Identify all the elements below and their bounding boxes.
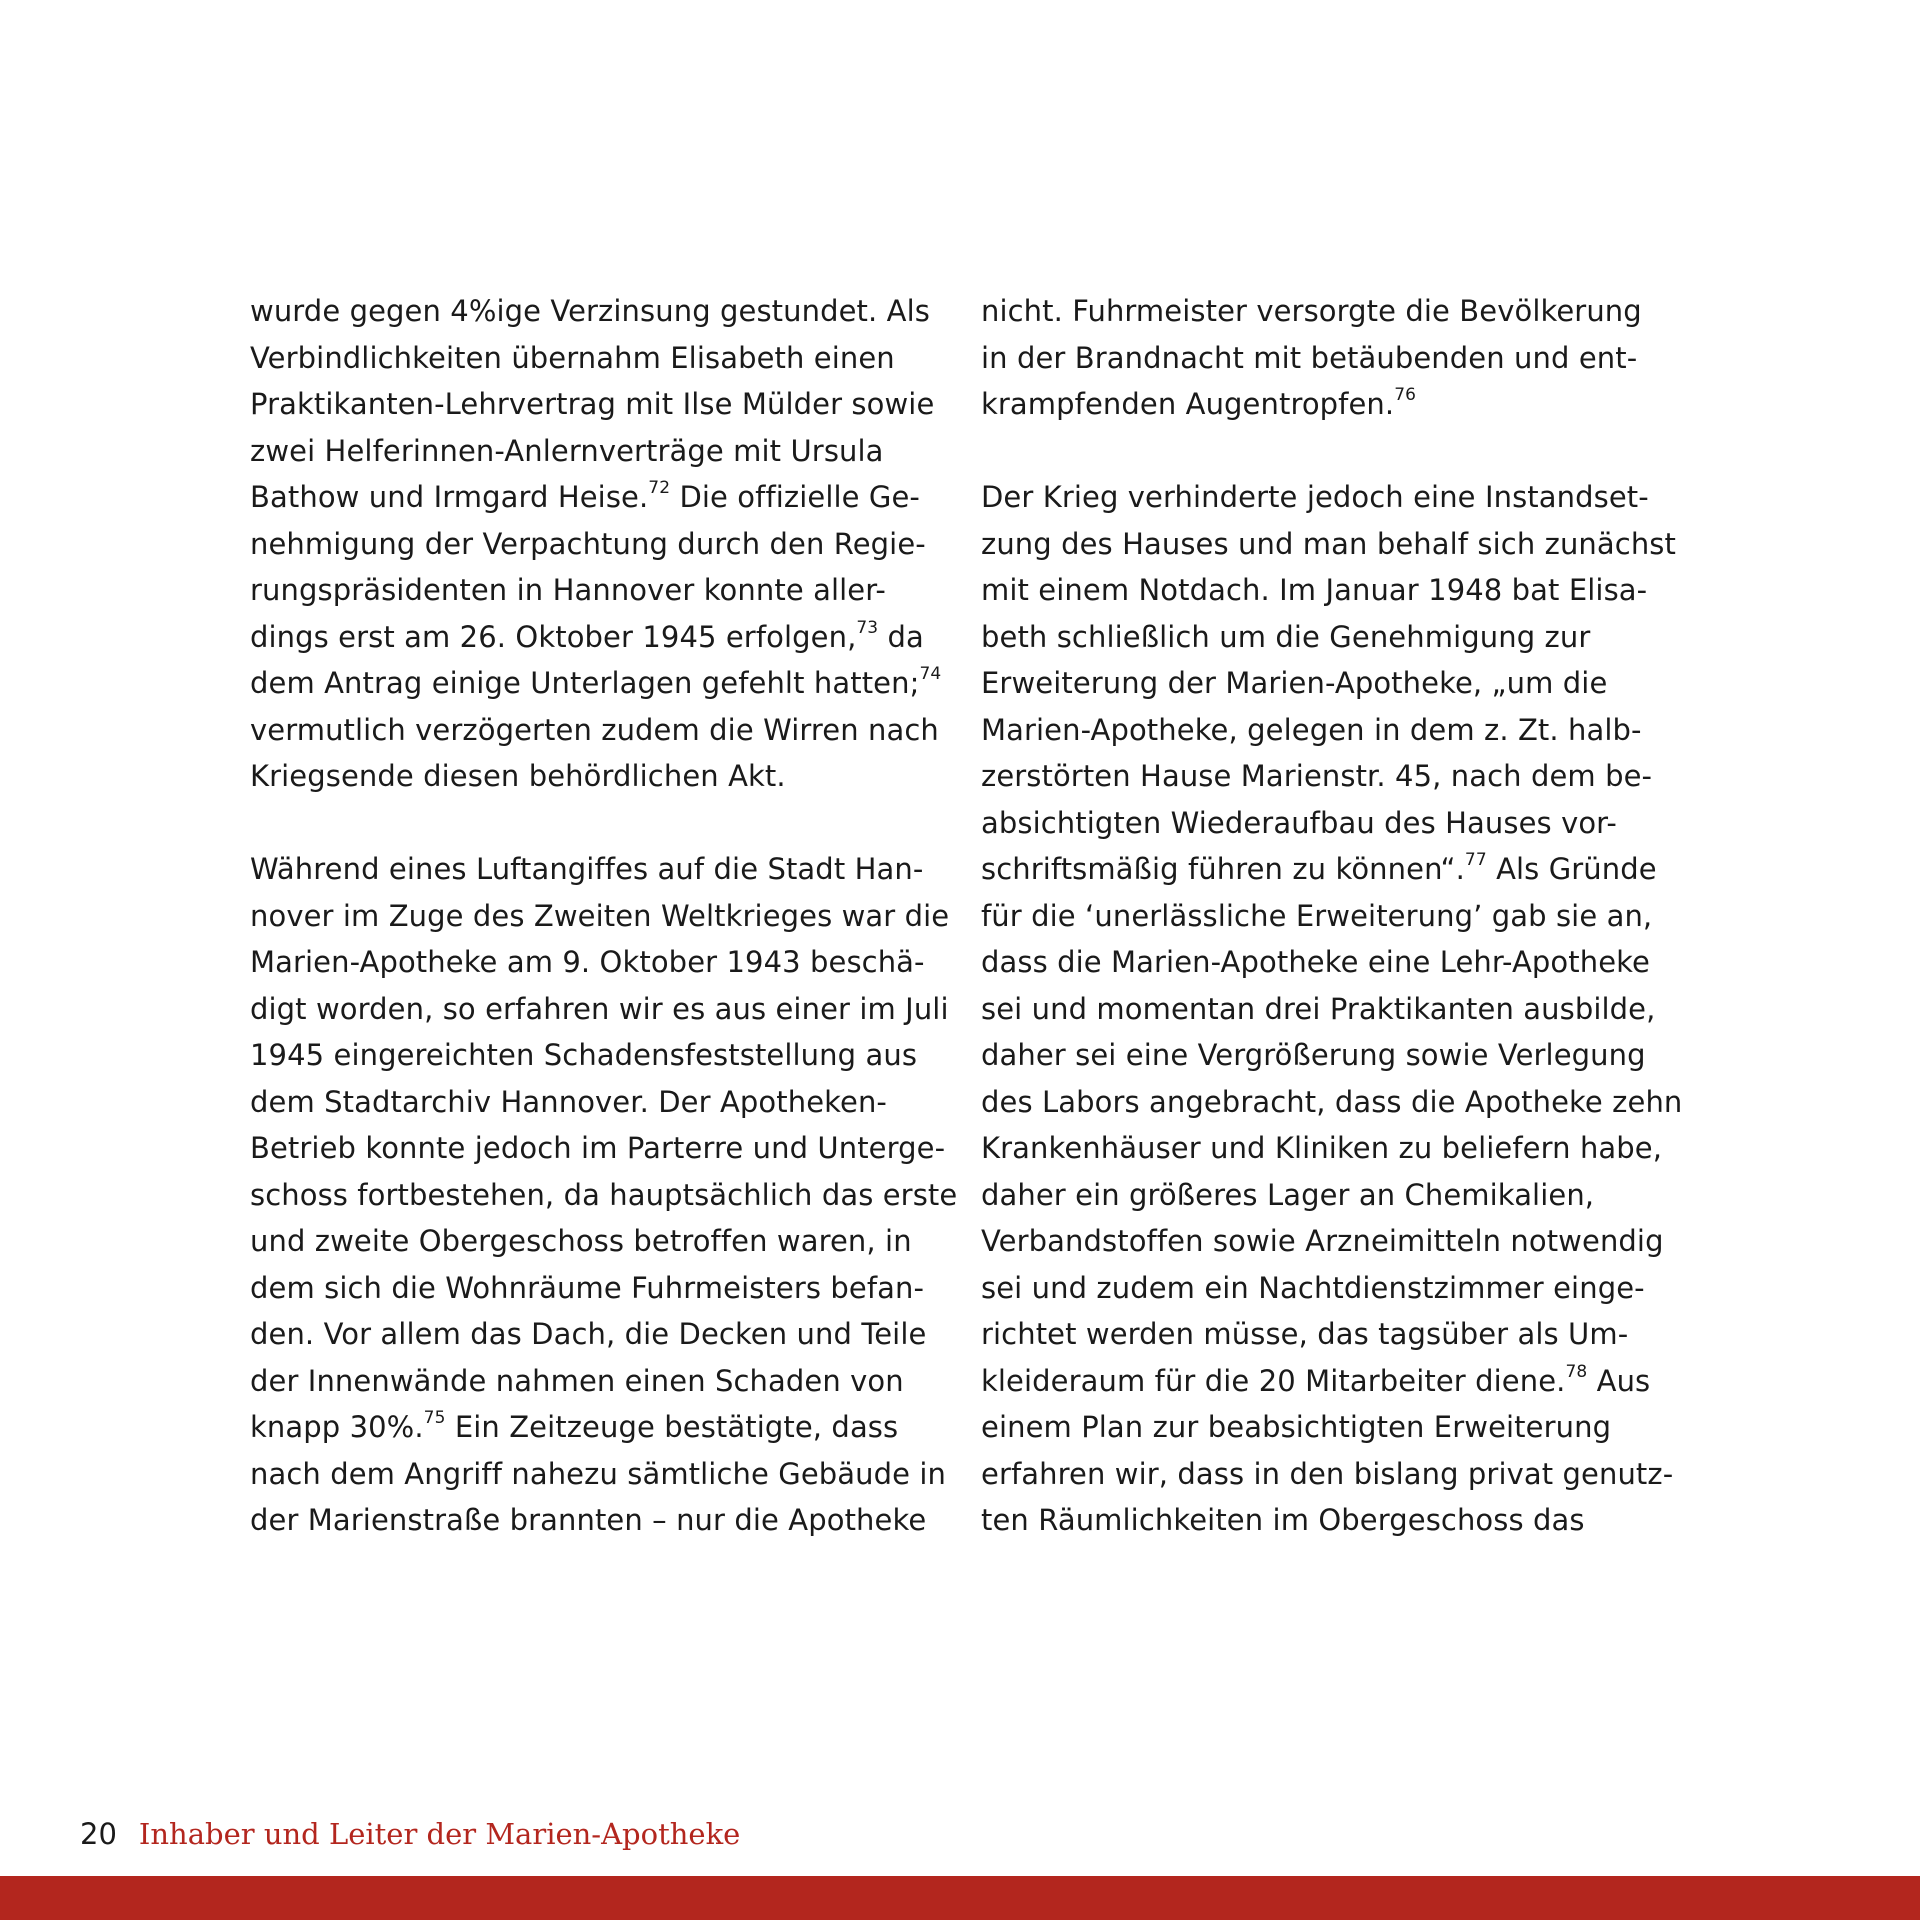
- text-line: der Innenwände nahmen einen Schaden von: [250, 1363, 904, 1398]
- text-fragment: krampfenden Augentropfen.: [981, 387, 1395, 421]
- text-line: [250, 1404, 950, 1451]
- text-fragment: Die offizielle Ge-: [670, 480, 920, 514]
- footnote-marker: 78: [1565, 1361, 1588, 1382]
- text-line: vermutlich verzögerten zudem die Wirren nach: [250, 712, 939, 747]
- text-line: daher ein größeres Lager an Chemikalien,: [981, 1177, 1595, 1212]
- text-line: zung des Hauses und man behalf sich zunächst: [981, 526, 1676, 561]
- text-line: Verbindlichkeiten übernahm Elisabeth einen: [250, 340, 895, 375]
- text-line: Während eines Luftangiffes auf die Stadt Han-: [250, 852, 924, 886]
- right-text-column: [981, 288, 1681, 1544]
- text-line: [250, 614, 950, 661]
- text-line: in der Brandnacht mit betäubenden und ent-: [981, 340, 1638, 375]
- accent-bar: [0, 1876, 1920, 1920]
- text-line: erfahren wir, dass in den bislang privat genutz-: [981, 1456, 1674, 1491]
- text-line: 1945 eingereichten Schadensfeststellung aus: [250, 1038, 918, 1072]
- text-line: Erweiterung der Marien-Apotheke, „um die: [981, 666, 1608, 700]
- text-line: daher sei eine Vergrößerung sowie Verlegung: [981, 1038, 1646, 1072]
- text-line: Marien-Apotheke, gelegen in dem z. Zt. halb-: [981, 712, 1642, 747]
- running-title: Inhaber und Leiter der Marien-Apotheke: [138, 1817, 741, 1851]
- left-text-column: [250, 288, 958, 1544]
- footnote-marker: 77: [1464, 850, 1487, 871]
- text-line: nicht. Fuhrmeister versorgte die Bevölkerung: [981, 294, 1642, 328]
- text-line: [981, 381, 1681, 428]
- text-line: zwei Helferinnen-Anlernverträge mit Ursula: [250, 433, 884, 468]
- page-footer: [80, 1814, 740, 1854]
- text-fragment: da: [878, 619, 924, 654]
- text-line: sei und zudem ein Nachtdienstzimmer einge-: [981, 1270, 1645, 1305]
- text-line: sei und momentan drei Praktikanten ausbilde,: [981, 991, 1656, 1026]
- text-line: digt worden, so erfahren wir es aus einer im Juli: [250, 991, 949, 1026]
- text-line: Krankenhäuser und Kliniken zu beliefern habe,: [981, 1131, 1663, 1165]
- text-line: Praktikanten-Lehrvertrag mit Ilse Mülder sowie: [250, 387, 935, 421]
- text-fragment: Bathow und Irmgard Heise.: [250, 480, 649, 514]
- text-fragment: Als Gründe: [1486, 852, 1657, 886]
- text-line: nehmigung der Verpachtung durch den Regie-: [250, 526, 926, 561]
- text-line: beth schließlich um die Genehmigung zur: [981, 619, 1591, 654]
- text-line: [250, 474, 950, 521]
- text-line: [250, 660, 950, 707]
- text-fragment: Ein Zeitzeuge bestätigte, dass: [445, 1410, 899, 1444]
- text-line: nach dem Angriff nahezu sämtliche Gebäude in: [250, 1456, 947, 1491]
- text-line: Kriegsende diesen behördlichen Akt.: [250, 759, 786, 793]
- footnote-marker: 72: [648, 478, 671, 499]
- text-line: absichtigten Wiederaufbau des Hauses vor-: [981, 805, 1617, 840]
- footnote-marker: 76: [1394, 385, 1417, 406]
- text-line: [981, 1358, 1681, 1405]
- text-line: dem sich die Wohnräume Fuhrmeisters befan-: [250, 1270, 925, 1305]
- text-line: Verbandstoffen sowie Arzneimitteln notwendig: [981, 1224, 1664, 1258]
- text-line: rungspräsidenten in Hannover konnte aller-: [250, 573, 886, 607]
- text-line: einem Plan zur beabsichtigten Erweiterung: [981, 1410, 1612, 1444]
- text-fragment: schriftsmäßig führen zu können“.: [981, 852, 1465, 886]
- text-fragment: kleideraum für die 20 Mitarbeiter diene.: [981, 1363, 1566, 1398]
- text-fragment: knapp 30%.: [250, 1410, 424, 1444]
- text-line: richtet werden müsse, das tagsüber als Um-: [981, 1317, 1629, 1351]
- text-line: Marien-Apotheke am 9. Oktober 1943 beschä-: [250, 945, 925, 979]
- text-line: schoss fortbestehen, da hauptsächlich das erste: [250, 1177, 958, 1212]
- text-fragment: Aus: [1587, 1363, 1651, 1398]
- text-fragment: dem Antrag einige Unterlagen gefehlt hatten;: [250, 666, 920, 700]
- text-line: Der Krieg verhinderte jedoch eine Instandset-: [981, 480, 1649, 514]
- text-line: für die ‘unerlässliche Erweiterung’ gab sie an,: [981, 898, 1653, 933]
- text-fragment: dings erst am 26. Oktober 1945 erfolgen,: [250, 619, 857, 654]
- text-line: der Marienstraße brannten – nur die Apotheke: [250, 1503, 927, 1537]
- page-number: 20: [80, 1817, 117, 1851]
- text-line: wurde gegen 4%ige Verzinsung gestundet. Als: [250, 294, 930, 328]
- text-line: Betrieb konnte jedoch im Parterre und Unterge-: [250, 1131, 946, 1165]
- footnote-marker: 75: [423, 1408, 446, 1429]
- text-line: zerstörten Hause Marienstr. 45, nach dem be-: [981, 759, 1653, 793]
- text-line: dass die Marien-Apotheke eine Lehr-Apotheke: [981, 945, 1650, 979]
- text-line: ten Räumlichkeiten im Obergeschoss das: [981, 1503, 1585, 1537]
- text-line: [981, 846, 1681, 893]
- footnote-marker: 73: [856, 617, 879, 638]
- text-line: den. Vor allem das Dach, die Decken und Teile: [250, 1317, 927, 1351]
- footnote-marker: 74: [919, 664, 942, 685]
- text-line: mit einem Notdach. Im Januar 1948 bat Elisa-: [981, 573, 1648, 607]
- text-line: nover im Zuge des Zweiten Weltkrieges war die: [250, 898, 950, 933]
- paragraph-gap: [250, 800, 950, 847]
- text-line: und zweite Obergeschoss betroffen waren, in: [250, 1224, 912, 1258]
- paragraph-gap: [981, 428, 1681, 475]
- text-line: des Labors angebracht, dass die Apotheke zehn: [981, 1084, 1683, 1119]
- text-line: dem Stadtarchiv Hannover. Der Apotheken-: [250, 1084, 887, 1119]
